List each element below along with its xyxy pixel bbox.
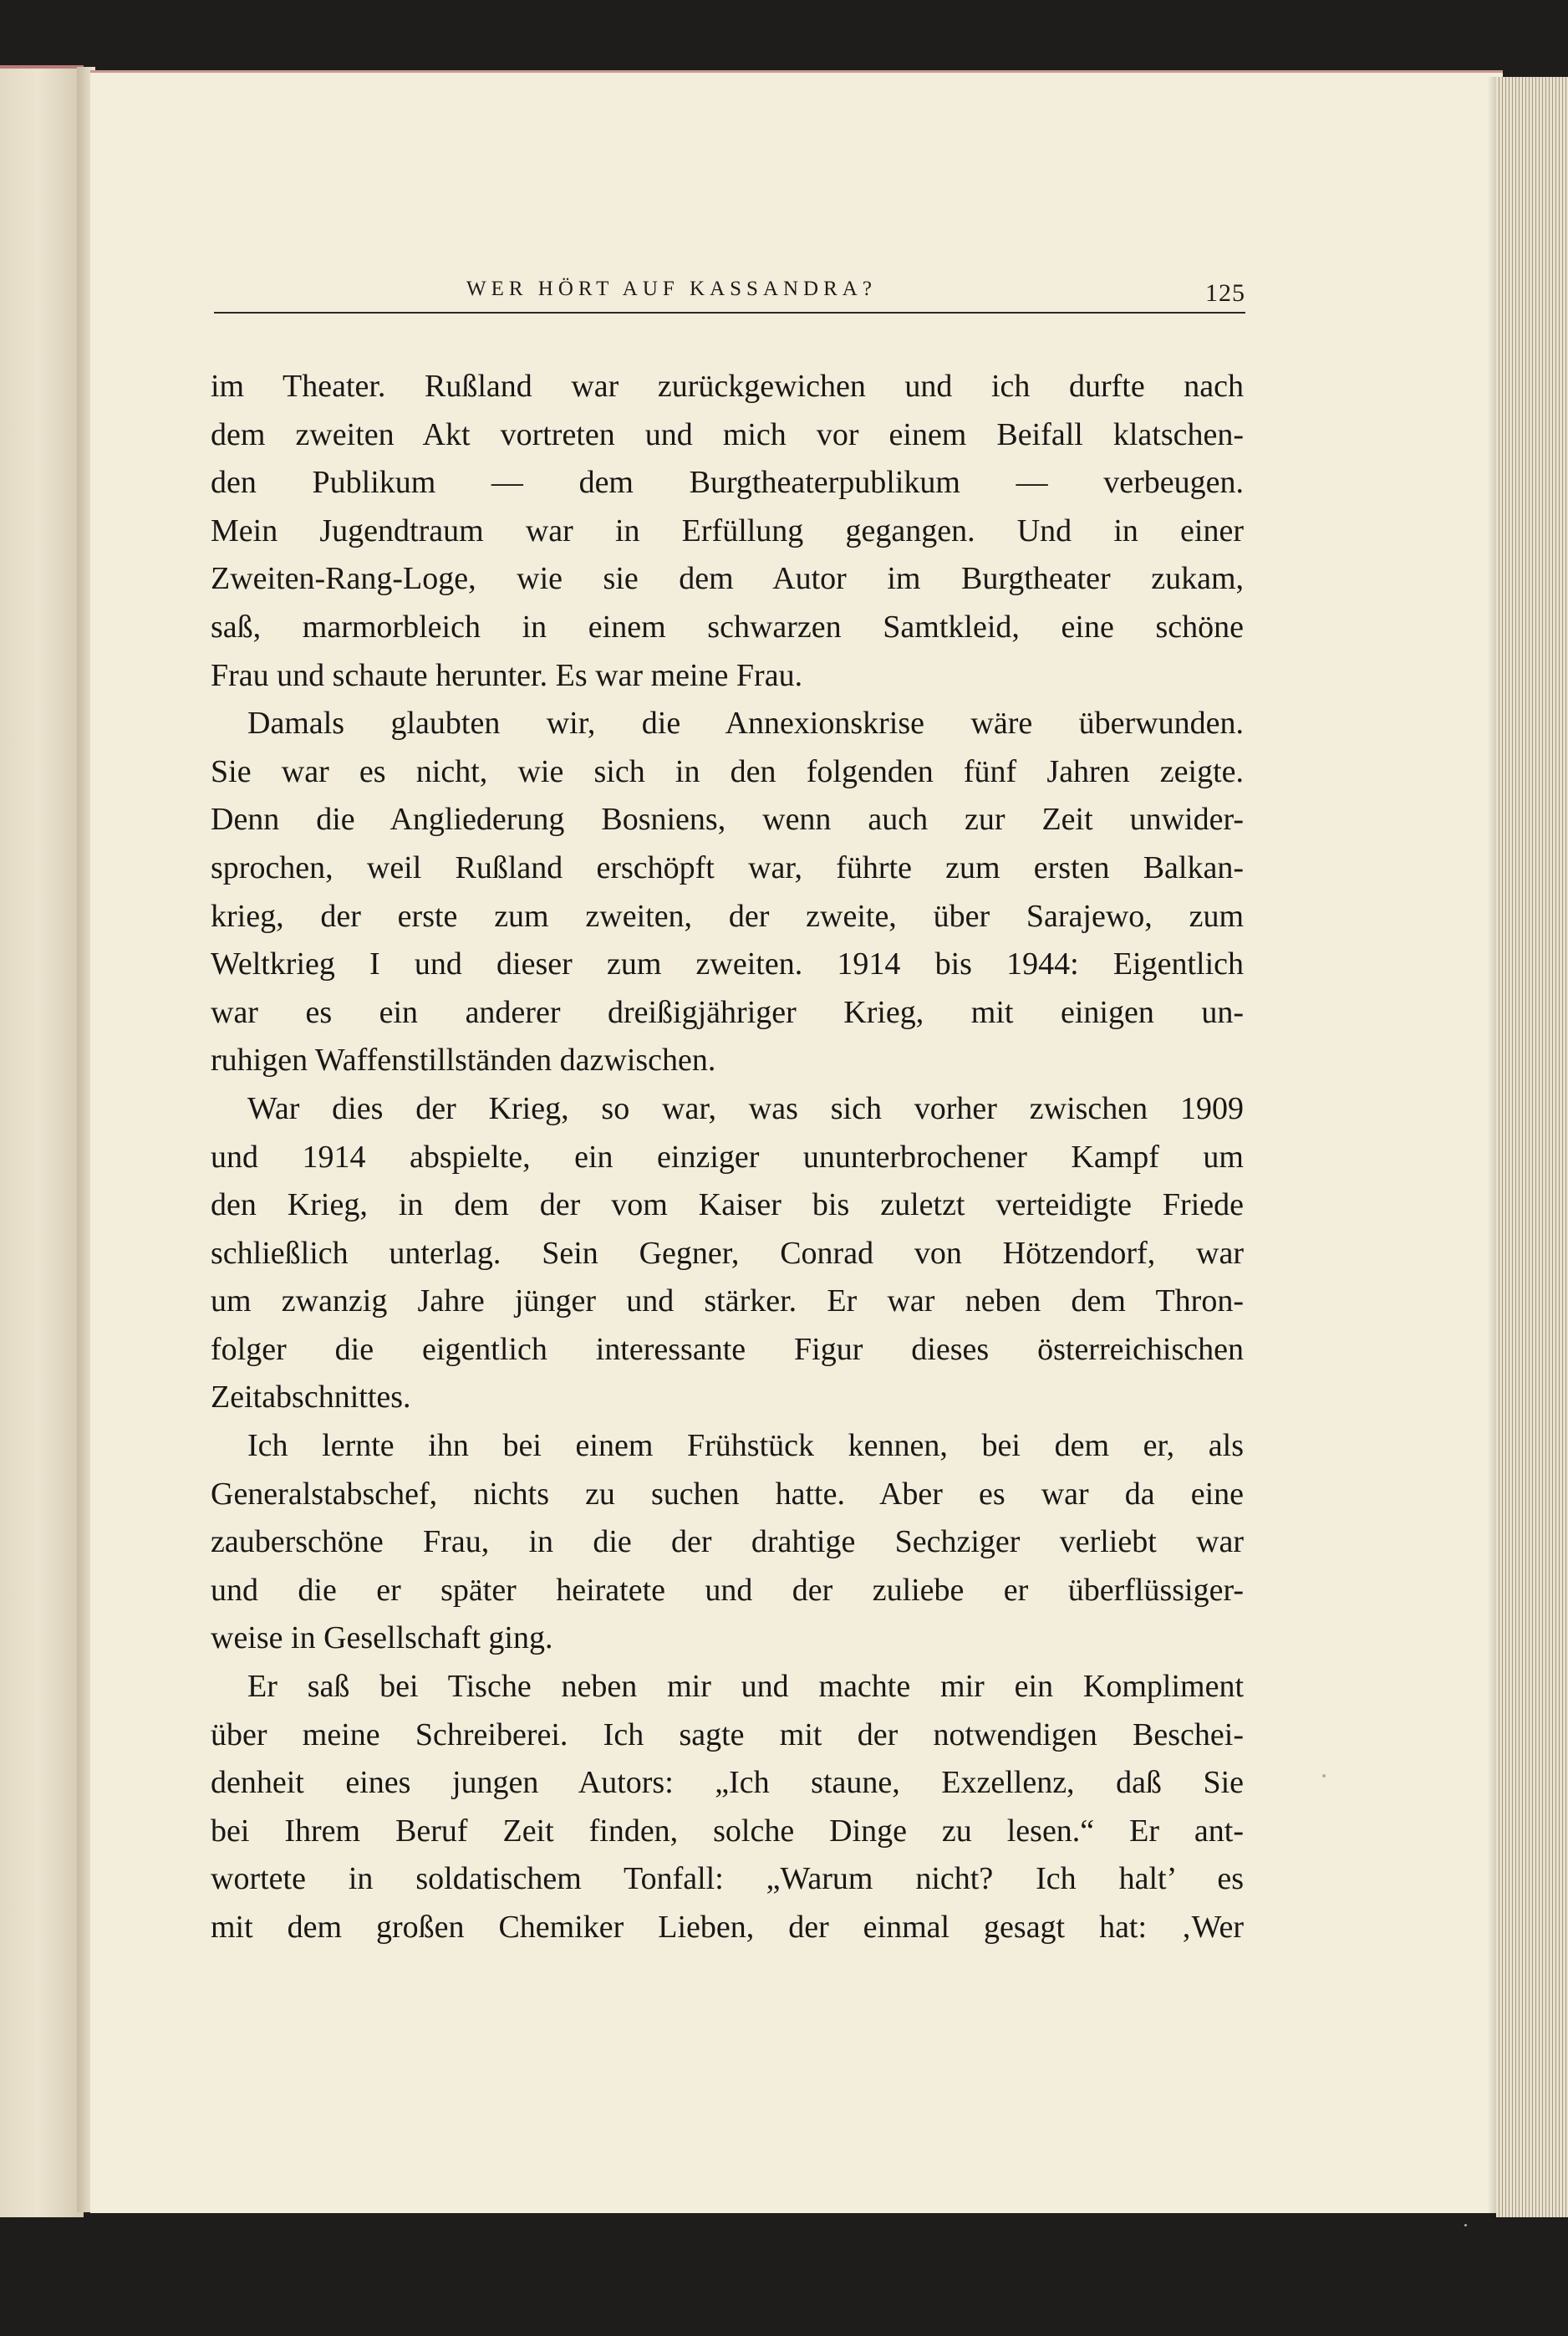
body-text: [211, 363, 1244, 1952]
text-line: Zweiten-Rang-Loge, wie sie dem Autor im Burgtheater zukam,: [211, 561, 1244, 597]
text-line: im Theater. Rußland war zurückgewichen und ich durfte nach: [211, 369, 1244, 404]
text-line: sprochen, weil Rußland erschöpft war, führte zum ersten Balkan-: [211, 849, 1244, 885]
text-line: Weltkrieg I und dieser zum zweiten. 1914 bis 1944: Eigentlich: [211, 946, 1244, 982]
text-line: wortete in soldatischem Tonfall: „Warum nicht? Ich halt’ es: [211, 1861, 1244, 1897]
text-line: krieg, der erste zum zweiten, der zweite, über Sarajewo, zum: [211, 898, 1244, 934]
text-line: Mein Jugendtraum war in Erfüllung gegangen. Und in einer: [211, 513, 1244, 548]
text-line: und 1914 abspielte, ein einziger ununterbrochener Kampf um: [211, 1139, 1244, 1175]
text-line: den Publikum — dem Burgtheaterpublikum — verbeugen.: [211, 465, 1244, 501]
text-line: den Krieg, in dem der vom Kaiser bis zuletzt verteidigte Friede: [211, 1187, 1244, 1223]
paragraph-first-line: Ich lernte ihn bei einem Frühstück kennen, bei dem er, als: [247, 1428, 1244, 1464]
paper-speck: [1322, 1774, 1326, 1778]
running-head-rule: [214, 312, 1245, 314]
text-line: denheit eines jungen Autors: „Ich staune, Exzellenz, daß Sie: [211, 1765, 1244, 1801]
running-head-title: WER HÖRT AUF KASSANDRA?: [466, 278, 877, 300]
text-line: ruhigen Waffenstillständen dazwischen.: [211, 1043, 716, 1079]
text-line: Frau und schaute herunter. Es war meine Frau.: [211, 657, 803, 693]
page-number: 125: [1205, 279, 1245, 307]
text-line: um zwanzig Jahre jünger und stärker. Er war neben dem Thron-: [211, 1283, 1244, 1319]
text-line: zauberschöne Frau, in die der drahtige Sechziger verliebt war: [211, 1524, 1244, 1560]
text-line: und die er später heiratete und der zuliebe er überflüssiger-: [211, 1572, 1244, 1608]
paragraph-first-line: War dies der Krieg, so war, was sich vorher zwischen 1909: [247, 1090, 1244, 1126]
text-line: dem zweiten Akt vortreten und mich vor einem Beifall klatschen-: [211, 416, 1244, 452]
text-line: bei Ihrem Beruf Zeit finden, solche Dinge zu lesen.“ Er ant-: [211, 1813, 1244, 1849]
text-line: weise in Gesellschaft ging.: [211, 1620, 553, 1656]
previous-page-edge: [0, 65, 84, 2217]
page-block-edges: [1496, 77, 1568, 2217]
text-line: folger die eigentlich interessante Figur dieses österreichischen: [211, 1331, 1244, 1367]
text-line: schließlich unterlag. Sein Gegner, Conrad von Hötzendorf, war: [211, 1235, 1244, 1271]
text-line: Zeitabschnittes.: [211, 1380, 411, 1415]
text-line: Generalstabschef, nichts zu suchen hatte. Aber es war da eine: [211, 1476, 1244, 1512]
paragraph-first-line: Er saß bei Tische neben mir und machte mir ein Kompliment: [247, 1669, 1244, 1705]
running-head: [214, 274, 1245, 311]
paper-speck: [1464, 2224, 1467, 2226]
text-line: mit dem großen Chemiker Lieben, der einmal gesagt hat: ‚Wer: [211, 1910, 1244, 1945]
text-line: saß, marmorbleich in einem schwarzen Samtkleid, eine schöne: [211, 609, 1244, 645]
text-line: Denn die Angliederung Bosniens, wenn auch zur Zeit unwider-: [211, 802, 1244, 838]
text-line: über meine Schreiberei. Ich sagte mit der notwendigen Beschei-: [211, 1716, 1244, 1752]
text-line: Sie war es nicht, wie sich in den folgenden fünf Jahren zeigte.: [211, 753, 1244, 789]
paragraph-first-line: Damals glaubten wir, die Annexionskrise wäre überwunden.: [247, 706, 1244, 742]
text-line: war es ein anderer dreißigjähriger Krieg, mit einigen un-: [211, 994, 1244, 1030]
